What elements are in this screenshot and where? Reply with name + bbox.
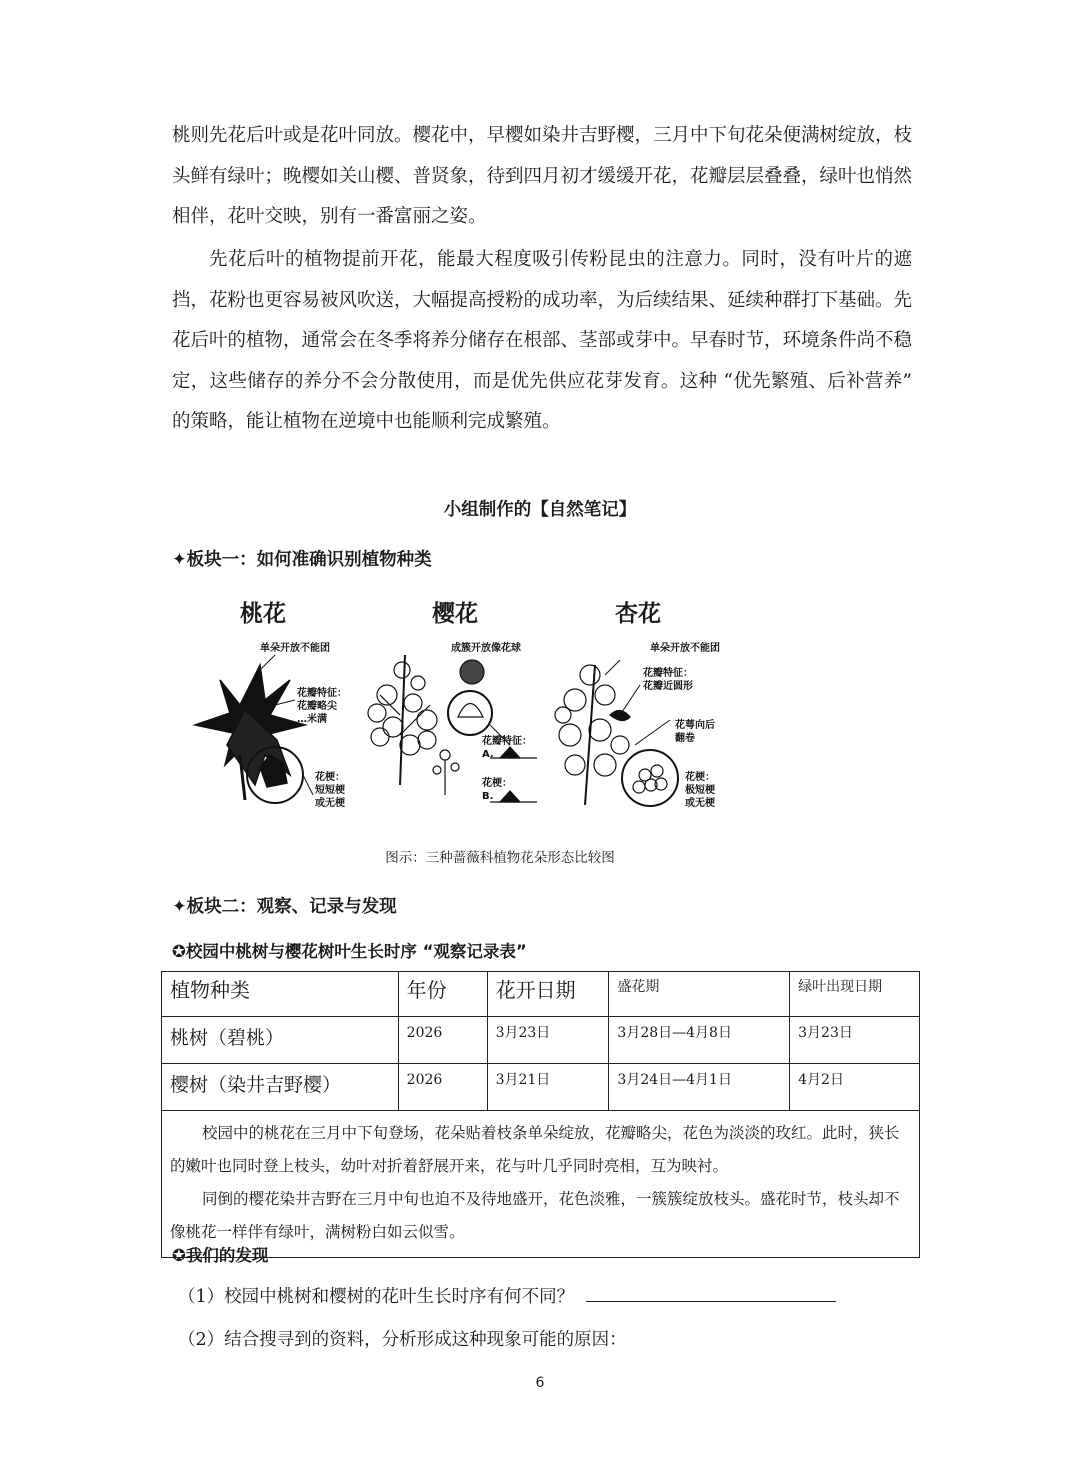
peach-flower-sketch — [195, 655, 313, 803]
table-notes-row — [162, 1111, 920, 1258]
question-1-text: （1）校园中桃树和樱树的花叶生长时序有何不同？ — [178, 1287, 575, 1307]
page-number: 6 — [535, 1375, 545, 1391]
peach-note-3: 花梗： 短短梗 或无梗 — [315, 772, 345, 809]
cell-year: 2026 — [398, 1064, 487, 1111]
discovery-heading: ✪我们的发现 — [172, 1246, 269, 1265]
table-row — [162, 1064, 920, 1111]
cherry-note-1: 成簇开放像花球 — [451, 643, 521, 654]
table-header-row — [162, 972, 920, 1017]
apricot-flower-sketch — [555, 660, 678, 806]
cell-peak-bloom: 3月24日—4月1日 — [609, 1064, 790, 1111]
figure-caption: 图示：三种蔷薇科植物花朵形态比较图 — [385, 850, 615, 866]
apricot-note-1: 单朵开放不能团 — [650, 643, 720, 654]
cell-leaf-date: 4月2日 — [790, 1064, 920, 1111]
nature-notes-title: 小组制作的【自然笔记】 — [443, 500, 637, 520]
body-paragraph-1: 桃则先花后叶或是花叶同放。樱花中，早樱如染井吉野樱，三月中下旬花朵便满树绽放，枝头鲜有绿叶；晚樱如关山樱、普贤象，待到四月初才缓缓开花，花瓣层层叠叠，绿叶也悄然相伴，花叶交映，别有一番富丽之姿。 — [172, 125, 913, 228]
header-plant-type: 植物种类 — [162, 972, 399, 1017]
apricot-note-2: 花瓣特征： 花瓣近圆形 — [643, 668, 693, 692]
cell-bloom-date: 3月21日 — [487, 1064, 609, 1111]
section-1-heading: ✦板块一：如何准确识别植物种类 — [172, 550, 432, 570]
header-bloom-date: 花开日期 — [487, 972, 609, 1017]
cherry-flower-sketch — [368, 655, 537, 802]
cherry-flower-title: 樱花 — [432, 601, 478, 627]
peach-note-1: 单朵开放不能团 — [260, 643, 330, 654]
header-peak-bloom: 盛花期 — [609, 972, 790, 1017]
body-paragraph-2: 先花后叶的植物提前开花，能最大程度吸引传粉昆虫的注意力。同时，没有叶片的遮挡，花粉也更容易被风吹送，大幅提高授粉的成功率，为后续结果、延续种群打下基础。先花后叶的植物，通常会在冬季将养分储存在根部、茎部或芽中。早春时节，环境条件尚不稳定，这些储存的养分不会分散使用，而是优先供应花芽发育。这种 “优先繁殖、后补营养” 的策略，能让植物在逆境中也能顺利完成繁殖。 — [172, 249, 913, 433]
question-1 — [178, 1283, 836, 1308]
cell-plant: 桃树（碧桃） — [162, 1017, 399, 1064]
header-year: 年份 — [398, 972, 487, 1017]
observation-table — [161, 971, 920, 1258]
section-2-heading: ✦板块二：观察、记录与发现 — [172, 897, 397, 917]
observation-note-cherry: 同倒的樱花染井吉野在三月中旬也迫不及待地盛开，花色淡雅，一簇簇绽放枝头。盛花时节，枝头却不像桃花一样伴有绿叶，满树粉白如云似雪。 — [170, 1190, 900, 1241]
cell-plant: 樱树（染井吉野樱） — [162, 1064, 399, 1111]
apricot-note-4: 花梗： 极短梗 或无梗 — [685, 772, 715, 809]
observation-table-title: ✪校园中桃树与樱花树叶生长时序 “观察记录表” — [172, 942, 527, 961]
question-2: （2）结合搜寻到的资料，分析形成这种现象可能的原因： — [178, 1330, 627, 1350]
apricot-note-3: 花萼向后 翻卷 — [675, 720, 715, 744]
observation-notes — [162, 1111, 920, 1258]
cell-leaf-date: 3月23日 — [790, 1017, 920, 1064]
header-leaf-date: 绿叶出现日期 — [790, 972, 920, 1017]
observation-note-peach: 校园中的桃花在三月中下旬登场，花朵贴着枝条单朵绽放，花瓣略尖，花色为淡淡的玫红。此时，狭长的嫩叶也同时登上枝头，幼叶对折着舒展开来，花与叶几乎同时亮相，互为映衬。 — [170, 1124, 900, 1175]
peach-flower-title: 桃花 — [240, 601, 286, 627]
cherry-note-2: 花瓣特征： A. — [482, 736, 532, 760]
apricot-flower-title: 杏花 — [615, 601, 661, 627]
cherry-note-3: 花梗： B. — [482, 778, 512, 802]
flower-sketches — [165, 595, 735, 825]
table-row — [162, 1017, 920, 1064]
cell-year: 2026 — [398, 1017, 487, 1064]
peach-note-2: 花瓣特征： 花瓣略尖 …米满 — [297, 688, 347, 725]
cell-peak-bloom: 3月28日—4月8日 — [609, 1017, 790, 1064]
flower-comparison-figure — [165, 595, 735, 825]
cell-bloom-date: 3月23日 — [487, 1017, 609, 1064]
answer-blank[interactable] — [586, 1287, 836, 1302]
